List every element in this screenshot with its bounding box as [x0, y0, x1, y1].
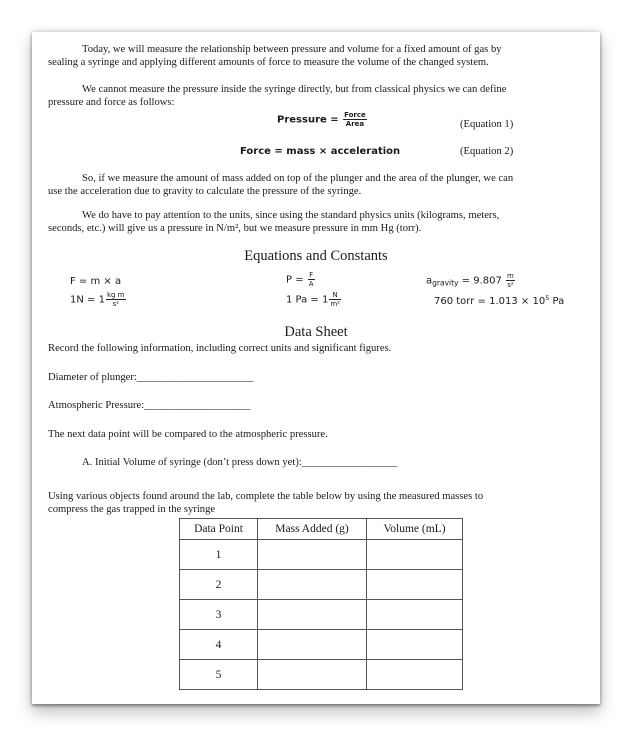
data-sheet-heading: Data Sheet [284, 324, 348, 340]
header-data-point: Data Point [180, 519, 258, 540]
equations-constants-heading: Equations and Constants [244, 248, 388, 264]
gravity-symbol: a [426, 275, 433, 287]
equation-gravity [426, 272, 516, 289]
paragraph-intro-line-1: Today, we will measure the relationship between pressure and volume for a fixed amount of gas by [82, 44, 502, 55]
cell-volume[interactable] [367, 630, 463, 660]
equation-2-label: (Equation 2) [460, 146, 514, 157]
table-row [180, 540, 463, 570]
paragraph-mass-line-1: So, if we measure the amount of mass added on top of the plunger and the area of the plunger, we can [82, 173, 514, 184]
equation-p-fa [286, 271, 316, 288]
diameter-field[interactable]: Diameter of plunger:______________________ [48, 372, 254, 383]
cell-volume[interactable] [367, 570, 463, 600]
paragraph-intro-line-2: sealing a syringe and applying different amounts of force to measure the volume of the changed system. [48, 57, 489, 68]
header-volume: Volume (mL) [367, 519, 463, 540]
data-table [179, 518, 463, 690]
equation-pressure [277, 111, 368, 128]
table-header-row [180, 519, 463, 540]
paragraph-pressure-line-1: We cannot measure the pressure inside the syringe directly, but from classical physics we can define [82, 84, 507, 95]
equation-pressure-lhs: Pressure = [277, 114, 339, 126]
cell-data-point: 1 [180, 540, 258, 570]
atmospheric-pressure-field[interactable]: Atmospheric Pressure:____________________ [48, 400, 251, 411]
equation-f-ma: F = m × a [70, 276, 122, 287]
pascal-numerator: N [329, 291, 341, 300]
equation-p-lhs: P = [286, 274, 304, 286]
newton-denominator: s² [112, 300, 119, 308]
cell-data-point: 3 [180, 600, 258, 630]
equation-torr [434, 294, 564, 307]
newton-fraction [106, 291, 126, 308]
table-row [180, 600, 463, 630]
gravity-value: = 9.807 [458, 275, 502, 287]
cell-mass-added[interactable] [258, 540, 367, 570]
cell-mass-added[interactable] [258, 660, 367, 690]
table-row [180, 660, 463, 690]
newton-lhs: 1N = 1 [70, 294, 105, 306]
compare-note: The next data point will be compared to the atmospheric pressure. [48, 429, 328, 440]
paragraph-units-line-1: We do have to pay attention to the units, since using the standard physics units (kilograms, meters, [82, 210, 500, 221]
cell-mass-added[interactable] [258, 600, 367, 630]
pascal-fraction [329, 291, 341, 308]
equation-1-label: (Equation 1) [460, 119, 514, 130]
document-page [32, 32, 600, 704]
table-row [180, 570, 463, 600]
cell-volume[interactable] [367, 600, 463, 630]
paragraph-units-line-2: seconds, etc.) will give us a pressure in N/m², but we measure pressure in mm Hg (torr). [48, 223, 422, 234]
equation-p-numerator: F [309, 271, 314, 279]
newton-numerator: kg m [106, 291, 125, 299]
table-intro-line-1: Using various objects found around the lab, complete the table below by using the measured masses to [48, 491, 484, 502]
pascal-denominator: m² [330, 300, 340, 308]
data-sheet-instructions: Record the following information, including correct units and significant figures. [48, 343, 392, 354]
equation-newton [70, 291, 127, 308]
cell-mass-added[interactable] [258, 630, 367, 660]
torr-text: 760 torr = 1.013 × 10 [434, 296, 546, 307]
cell-mass-added[interactable] [258, 570, 367, 600]
table-intro-line-2: compress the gas trapped in the syringe [48, 504, 216, 515]
pascal-lhs: 1 Pa = 1 [286, 294, 329, 306]
initial-volume-field[interactable]: A. Initial Volume of syringe (don’t press down yet):__________________ [82, 457, 398, 468]
cell-volume[interactable] [367, 660, 463, 690]
cell-data-point: 4 [180, 630, 258, 660]
gravity-unit-numerator: m [507, 272, 514, 280]
cell-data-point: 5 [180, 660, 258, 690]
equation-pressure-denominator: Area [345, 120, 365, 128]
equation-pressure-numerator: Force [344, 111, 366, 119]
header-mass-added: Mass Added (g) [258, 519, 367, 540]
torr-exponent: 5 [545, 294, 550, 302]
equation-p-fraction [308, 271, 315, 288]
gravity-unit-fraction [506, 272, 515, 289]
gravity-unit-denominator: s² [507, 281, 514, 289]
equation-pascal [286, 291, 342, 308]
paragraph-mass-line-2: use the acceleration due to gravity to calculate the pressure of the syringe. [48, 186, 362, 197]
equation-pressure-fraction [343, 111, 367, 128]
torr-unit: Pa [549, 296, 565, 307]
cell-data-point: 2 [180, 570, 258, 600]
equation-force: Force = mass × acceleration [240, 146, 401, 157]
equation-p-denominator: A [308, 280, 314, 288]
gravity-subscript: gravity [432, 278, 459, 288]
paragraph-pressure-line-2: pressure and force as follows: [48, 97, 175, 108]
table-row [180, 630, 463, 660]
cell-volume[interactable] [367, 540, 463, 570]
